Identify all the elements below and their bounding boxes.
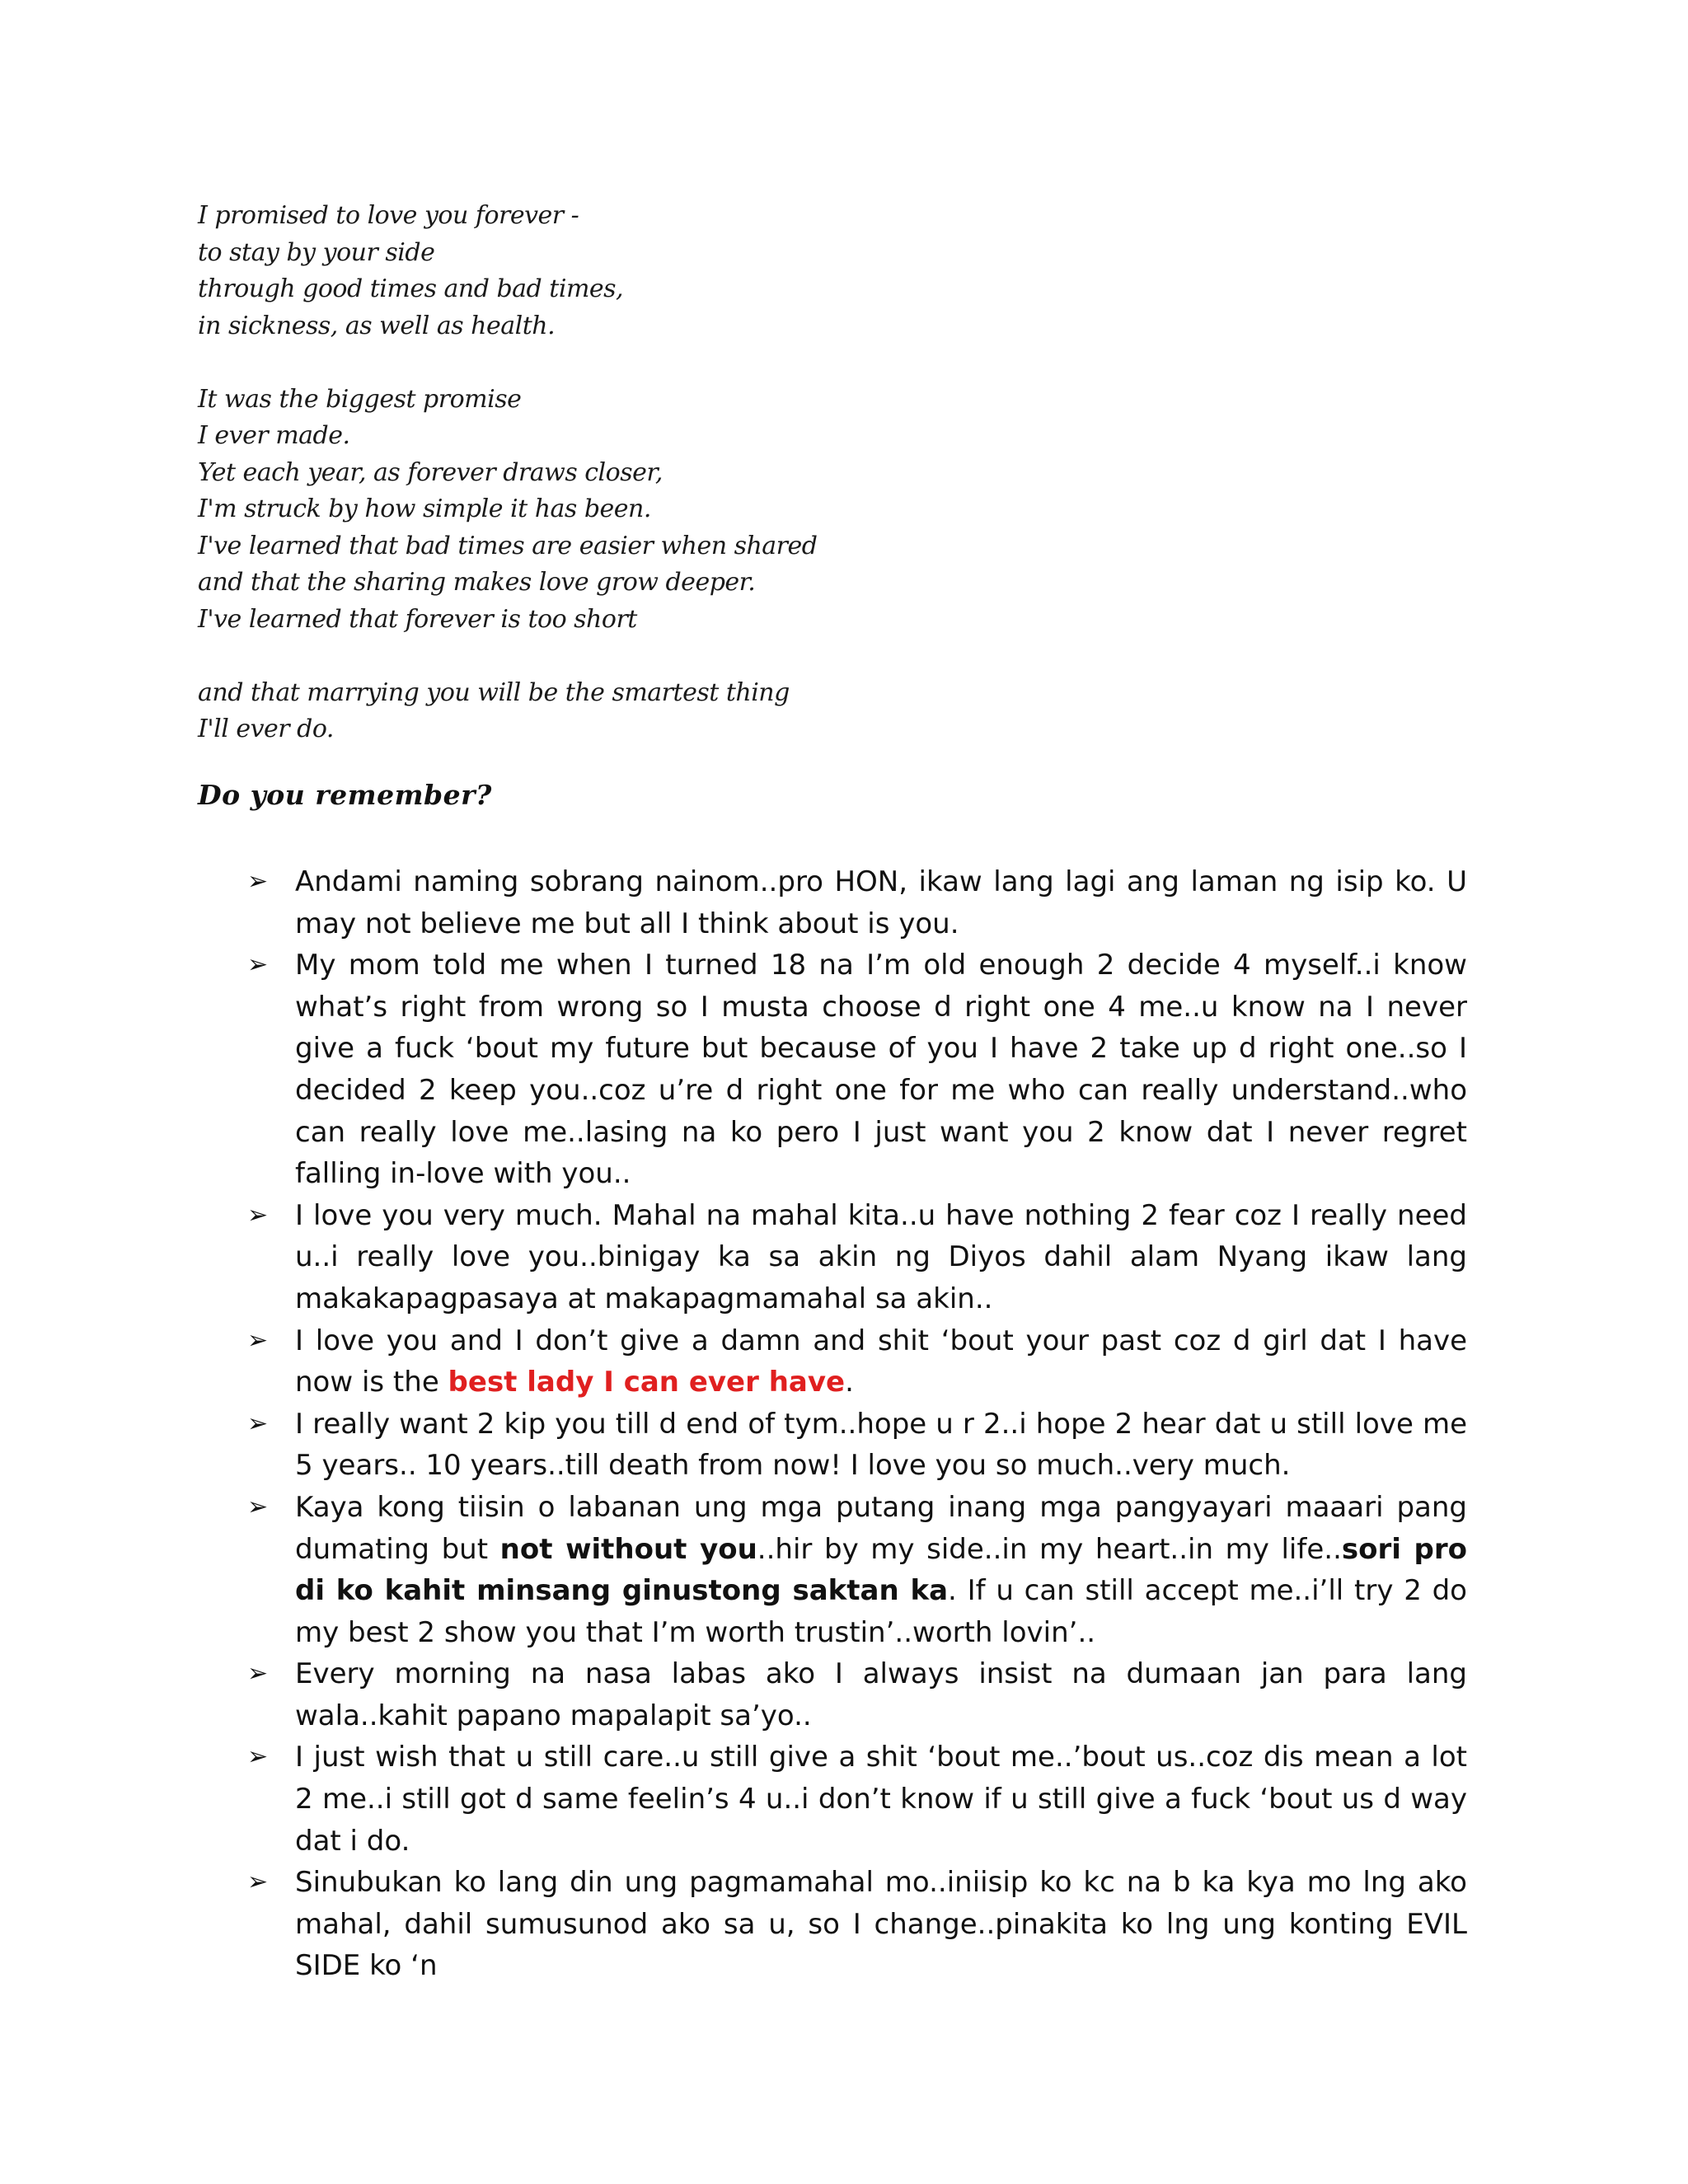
- arrow-bullet-icon: ➢: [247, 1492, 269, 1521]
- poem-line: in sickness, as well as health.: [198, 311, 556, 340]
- poem-line: through good times and bad times,: [198, 274, 624, 303]
- section-heading: Do you remember?: [198, 779, 492, 811]
- bold-text: sori pro di ko kahit minsang ginustong saktan ka: [295, 1532, 1467, 1608]
- arrow-bullet-icon: ➢: [247, 867, 269, 896]
- memory-list: [247, 861, 1467, 1987]
- list-item: [247, 1862, 1467, 1987]
- list-item: [247, 861, 1467, 944]
- item-text: Kaya kong tiisin o labanan ung mga putang inang mga pangyayari maaari pang dumating but: [295, 1490, 1467, 1566]
- list-item: [247, 1487, 1467, 1653]
- item-text: .: [845, 1366, 854, 1399]
- item-text: I really want 2 kip you till d end of tym..hope u r 2..i hope 2 hear dat u still love me 5 years.. 10 years..till death from now! I love you so much..very much.: [295, 1407, 1467, 1483]
- poem-stanza-3: [198, 675, 940, 748]
- poem-line: and that marrying you will be the smartest thing: [198, 677, 790, 707]
- poem-line: I ever made.: [198, 421, 350, 450]
- item-text: Sinubukan ko lang din ung pagmamahal mo..iniisip ko kc na b ka kya mo lng ako mahal, dahil sumusunod ako sa u, so I change..pinakita ko lng ung konting EVIL SIDE ko ‘n: [295, 1866, 1467, 1983]
- poem-line: Yet each year, as forever draws closer,: [198, 457, 663, 487]
- arrow-bullet-icon: ➢: [247, 1408, 269, 1438]
- poem-line: It was the biggest promise: [198, 384, 522, 414]
- poem-stanza-2: [198, 382, 940, 639]
- bold-text: not without you: [499, 1532, 757, 1566]
- poem-line: to stay by your side: [198, 237, 435, 267]
- item-text: Every morning na nasa labas ako I always insist na dumaan jan para lang wala..kahit papano mapalapit sa’yo..: [295, 1657, 1467, 1732]
- item-text: I love you very much. Mahal na mahal kita..u have nothing 2 fear coz I really need u..i really love you..binigay ka sa akin ng Diyos dahil alam Nyang ikaw lang makakapagpasaya at makapagmamahal sa akin..: [295, 1198, 1467, 1315]
- arrow-bullet-icon: ➢: [247, 1659, 269, 1689]
- list-item: [247, 944, 1467, 1195]
- poem-stanza-1: [198, 198, 940, 344]
- poem-line: I've learned that forever is too short: [198, 604, 637, 634]
- poem-line: I've learned that bad times are easier when shared: [198, 531, 818, 560]
- list-item: [247, 1195, 1467, 1320]
- poem: [198, 198, 940, 785]
- arrow-bullet-icon: ➢: [247, 1868, 269, 1897]
- arrow-bullet-icon: ➢: [247, 1742, 269, 1772]
- arrow-bullet-icon: ➢: [247, 1325, 269, 1355]
- arrow-bullet-icon: ➢: [247, 950, 269, 980]
- poem-line: I'm struck by how simple it has been.: [198, 494, 651, 523]
- poem-line: and that the sharing makes love grow deeper.: [198, 568, 756, 597]
- list-item: [247, 1404, 1467, 1487]
- item-text: My mom told me when I turned 18 na I’m old enough 2 decide 4 myself..i know what’s right from wrong so I musta choose d right one 4 me..u know na I never give a fuck ‘bout my future but because of you I have 2 take up d right one..so I decided 2 keep you..coz u’re d right one for me who can really understand..who can really love me..lasing na ko pero I just want you 2 know dat I never regret falling in-love with you..: [295, 949, 1467, 1191]
- item-text: I just wish that u still care..u still give a shit ‘bout me..’bout us..coz dis mean a lot 2 me..i still got d same feelin’s 4 u..i don’t know if u still give a fuck ‘bout us d way dat i do.: [295, 1741, 1467, 1858]
- item-text: I love you and I don’t give a damn and shit ‘bout your past coz d girl dat I have now is the: [295, 1324, 1467, 1399]
- item-text: . If u can still accept me..i’ll try 2 do my best 2 show you that I’m worth trustin’..worth lovin’..: [295, 1574, 1467, 1649]
- item-text: Andami naming sobrang nainom..pro HON, ikaw lang lagi ang laman ng isip ko. U may not believe me but all I think about is you.: [295, 865, 1467, 940]
- list-item: [247, 1320, 1467, 1404]
- list-item: [247, 1736, 1467, 1862]
- item-text: ..hir by my side..in my heart..in my life..: [757, 1532, 1342, 1566]
- arrow-bullet-icon: ➢: [247, 1200, 269, 1230]
- poem-line: I'll ever do.: [198, 715, 334, 743]
- poem-line: I promised to love you forever -: [198, 201, 579, 230]
- list-item: [247, 1653, 1467, 1736]
- highlighted-text: best lady I can ever have: [448, 1366, 846, 1399]
